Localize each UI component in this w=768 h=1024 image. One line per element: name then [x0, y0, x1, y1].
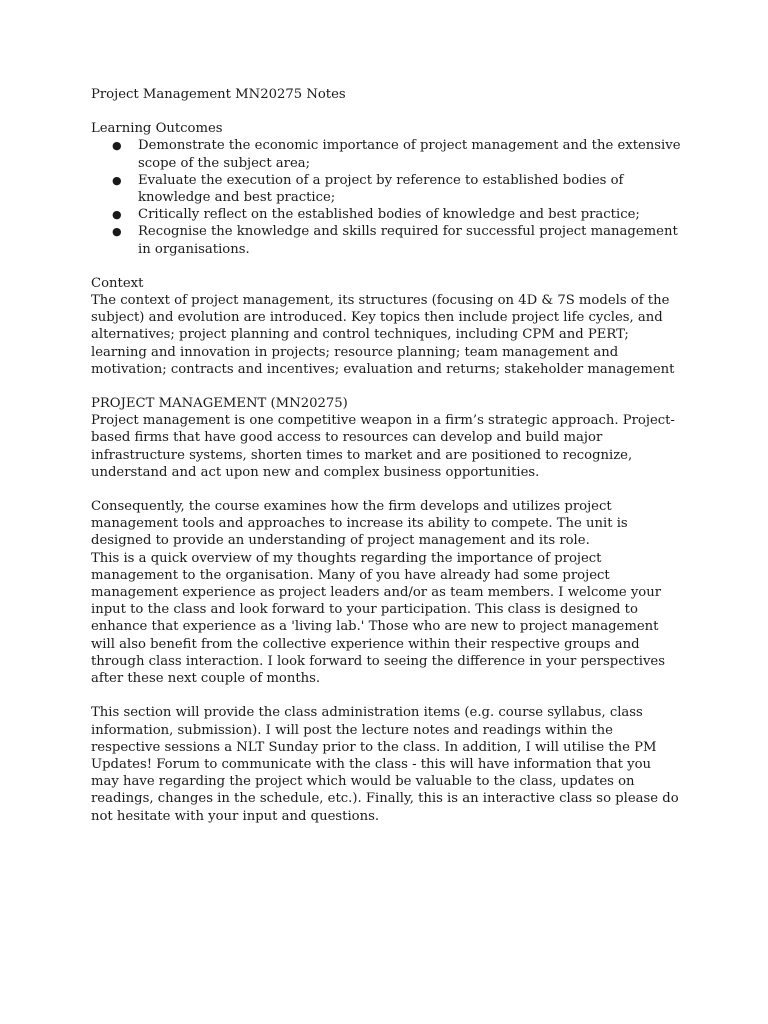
- list-item-text: Evaluate the execution of a project by reference to established bodies of knowledge and best practice;: [138, 172, 624, 206]
- paragraph-intro: Project management is one competitive weapon in a firm’s strategic approach. Project-based firms that have good access to resources can develop and build major infrastructure systems, shorten times to market and are positioned to recognize, understand and act upon new and complex business opportunities.: [91, 413, 675, 480]
- paragraph-administration: This section will provide the class administration items (e.g. course syllabus, class information, submission). I will post the lecture notes and readings within the respective sessions a NLT Sunday prior to the class. In addition, I will utilise the PM Updates! Forum to communicate with the class - this will have information that you may have regarding the project which would be valuable to the class, updates on readings, changes in the schedule, etc.). Finally, this is an interactive class so please do not hesitate with your input and questions.: [91, 705, 679, 824]
- context-heading: Context: [91, 275, 144, 291]
- list-item-text: Recognise the knowledge and skills required for successful project management in organisations.: [138, 224, 678, 257]
- document-title: Project Management MN20275 Notes: [91, 87, 346, 102]
- paragraph-overview: This is a quick overview of my thoughts regarding the importance of project management to the organisation. Many of you have already had some project management experience as project leaders and/or as team members. I welcome your input to the class and look forward to your participation. This class is designed to enhance that experience as a 'living lab.' Those who are new to project management will also benefit from the collective experience within their respective groups and through class interaction. I look forward to seeing the difference in your perspectives after these next couple of months.: [91, 550, 665, 687]
- bullet-icon: ●: [112, 208, 122, 222]
- document-body: [91, 86, 681, 825]
- spacer: [91, 258, 681, 275]
- list-item: [91, 206, 681, 223]
- bullet-icon: ●: [112, 139, 122, 153]
- list-item-text: Demonstrate the economic importance of project management and the extensive scope of the subject area;: [138, 138, 681, 171]
- paragraph-course: Consequently, the course examines how the firm develops and utilizes project management tools and approaches to increase its ability to compete. The unit is designed to provide an understanding of project management and its role.: [91, 499, 628, 549]
- list-item: [91, 137, 681, 171]
- learning-outcomes-heading: Learning Outcomes: [91, 121, 223, 137]
- list-item: [91, 223, 681, 257]
- context-paragraph: The context of project management, its structures (focusing on 4D & 7S models of the subject) and evolution are introduced. Key topics then include project life cycles, and alternatives; project planning and control techniques, including CPM and PERT; learning and innovation in projects; resource planning; team management and motivation; contracts and incentives; evaluation and returns; stakeholder management: [91, 293, 675, 377]
- section-heading: PROJECT MANAGEMENT (MN20275): [91, 396, 348, 412]
- spacer: [91, 103, 681, 120]
- spacer: [91, 481, 681, 498]
- list-item-text: Critically reflect on the established bodies of knowledge and best practice;: [138, 207, 640, 223]
- bullet-icon: ●: [112, 225, 122, 239]
- list-item: [91, 172, 681, 206]
- spacer: [91, 378, 681, 395]
- spacer: [91, 687, 681, 704]
- bullet-icon: ●: [112, 173, 122, 187]
- learning-outcomes-list: [91, 137, 681, 257]
